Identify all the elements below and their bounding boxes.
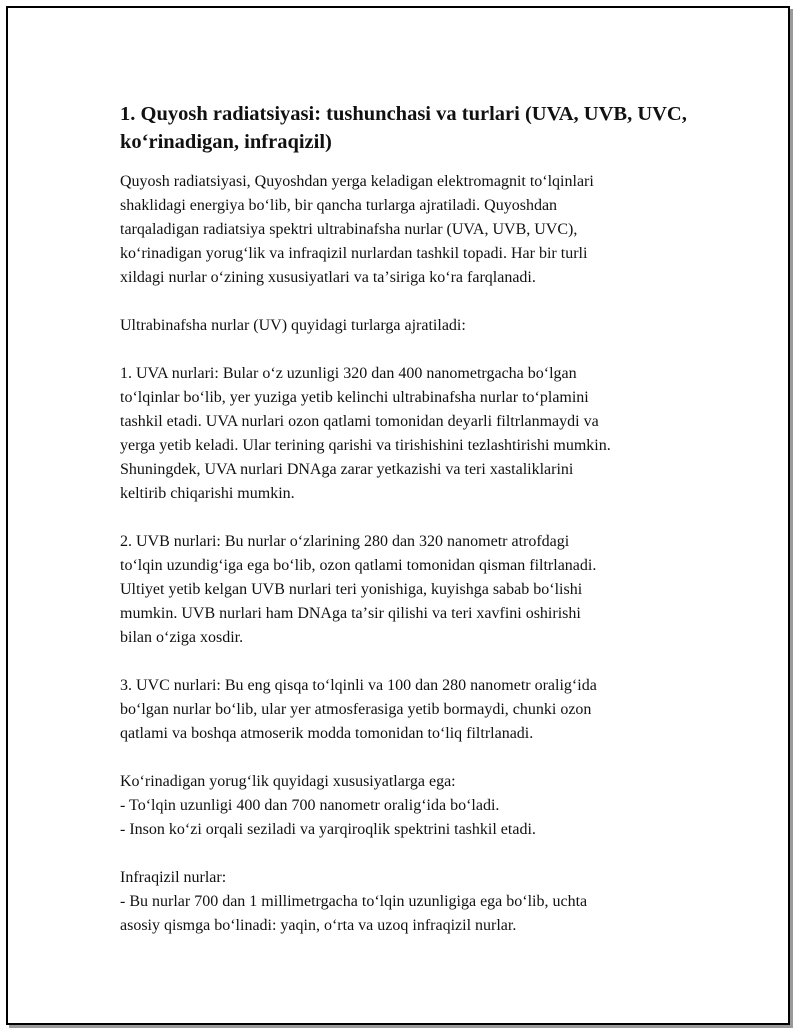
text-line: keltirib chiqarishi mumkin. [120,485,295,502]
text-line: Ultrabinafsha nurlar (UV) quyidagi turlarga ajratiladi: [120,317,466,334]
text-line: 1. UVA nurlari: Bular oʻz uzunligi 320 dan 400 nanometrgacha boʻlgan [120,365,577,382]
text-line: asosiy qismga boʻlinadi: yaqin, oʻrta va uzoq infraqizil nurlar. [120,917,517,934]
text-line: yerga yetib keladi. Ular terining qarishi va tirishishini tezlashtirishi mumkin. [120,437,611,454]
text-line: toʻlqin uzundigʻiga ega boʻlib, ozon qatlami tomonidan qisman filtrlanadi. [120,557,597,574]
text-line: Infraqizil nurlar: [120,869,227,886]
paragraph-intro [120,170,705,290]
text-line: - Inson koʻzi orqali seziladi va yarqiroqlik spektrini tashkil etadi. [120,821,536,838]
text-line: mumkin. UVB nurlari ham DNAga taʼsir qilishi va teri xavfini oshirishi [120,605,581,622]
text-line: tashkil etadi. UVA nurlari ozon qatlami tomonidan deyarli filtrlanmaydi va [120,413,599,430]
text-line: koʻrinadigan yorugʻlik va infraqizil nurlardan tashkil topadi. Har bir turli [120,245,588,262]
text-line: xildagi nurlar oʻzining xususiyatlari va taʼsiriga koʻra farqlanadi. [120,269,536,286]
text-line: Shuningdek, UVA nurlari DNAga zarar yetkazishi va teri xastaliklarini [120,461,574,478]
paragraph-uva [120,362,705,506]
paragraph-uvb [120,530,705,650]
paragraph-uv-types [120,314,705,338]
text-line: - Bu nurlar 700 dan 1 millimetrgacha toʻlqin uzunligiga ega boʻlib, uchta [120,893,588,910]
document-content [120,100,705,962]
text-line: toʻlqinlar boʻlib, yer yuziga yetib kelinchi ultrabinafsha nurlar toʻplamini [120,389,589,406]
text-line: 2. UVB nurlari: Bu nurlar oʻzlarining 280 dan 320 nanometr atrofdagi [120,533,570,550]
text-line: shaklidagi energiya boʻlib, bir qancha turlarga ajratiladi. Quyoshdan [120,197,558,214]
text-line: tarqaladigan radiatsiya spektri ultrabinafsha nurlar (UVA, UVB, UVC), [120,221,578,238]
document-page [6,6,790,1025]
text-line: Koʻrinadigan yorugʻlik quyidagi xususiyatlarga ega: [120,773,456,790]
text-line: boʻlgan nurlar boʻlib, ular yer atmosferasiga yetib bormaydi, chunki ozon [120,701,592,718]
text-line: - Toʻlqin uzunligi 400 dan 700 nanometr oraligʻida boʻladi. [120,797,500,814]
paragraph-infrared [120,866,705,938]
text-line: qatlami va boshqa atmoserik modda tomonidan toʻliq filtrlanadi. [120,725,534,742]
text-line: 3. UVC nurlari: Bu eng qisqa toʻlqinli va 100 dan 280 nanometr oraligʻida [120,677,597,694]
text-line: bilan oʻziga xosdir. [120,629,244,646]
text-line: Ultiyet yetib kelgan UVB nurlari teri yonishiga, kuyishga sabab boʻlishi [120,581,583,598]
text-line: Quyosh radiatsiyasi, Quyoshdan yerga keladigan elektromagnit toʻlqinlari [120,173,594,190]
document-title: 1. Quyosh radiatsiyasi: tushunchasi va turlari (UVA, UVB, UVC, koʻrinadigan, infraqizil) [120,103,687,153]
paragraph-visible-light [120,770,705,842]
paragraph-uvc [120,674,705,746]
